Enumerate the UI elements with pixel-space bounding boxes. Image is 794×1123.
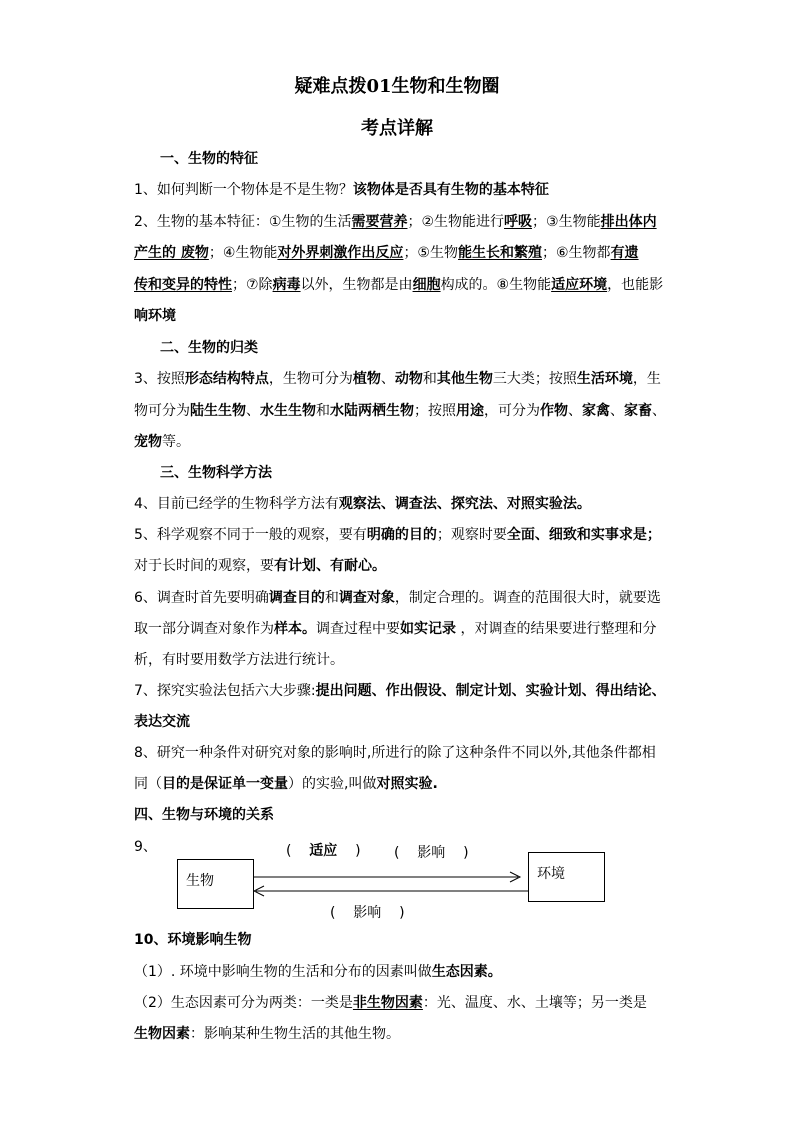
paragraph-2-line-4: 响环境 (134, 308, 176, 324)
label-influence-top: ( 影响 ) (394, 845, 469, 861)
key-term: 非生物因素 (352, 995, 423, 1011)
key-term: 传和变异的特性 (134, 277, 232, 293)
text-run: （2）生态因素可分为两类：一类是 (134, 995, 353, 1011)
text-run: 、 (652, 403, 666, 419)
key-term: 水生生物 (260, 403, 316, 419)
paragraph-10-1 (134, 963, 502, 981)
key-term: 动物 (394, 371, 423, 387)
key-term: 明确的目的 (366, 527, 437, 543)
key-term: 生物因素 (134, 1026, 190, 1042)
key-term: 生态因素。 (431, 964, 502, 980)
paragraph-10-2-line-1 (134, 994, 647, 1012)
text-run: 物可分为 (134, 403, 190, 419)
label-adapt: ( 适应 ) (286, 843, 361, 859)
text-run: （1）. 环境中影响生物的生活和分布的因素叫做 (134, 964, 432, 980)
arrow-to-organism (254, 886, 528, 896)
key-term: 需要营养 (351, 214, 408, 230)
key-term: 调查目的 (268, 590, 325, 606)
text-run: ，生 (632, 371, 661, 387)
key-term: 家禽 (582, 403, 610, 419)
text-run: 1、如何判断一个物体是不是生物？ (134, 182, 353, 198)
text-run: ；④生物能 (208, 245, 278, 261)
document-subtitle: 考点详解 (361, 118, 433, 139)
text-run: ，可分为 (484, 403, 540, 419)
paragraph-7-line-2: 表达交流 (134, 714, 190, 730)
text-run: ，也能影 (607, 277, 664, 293)
organism-label: 生物 (186, 873, 214, 889)
diagram-number: 9、 (134, 839, 157, 855)
key-term: 生活环境 (576, 371, 633, 387)
key-term: 形态结构特点 (184, 371, 269, 387)
key-term: 用途 (456, 403, 484, 419)
key-term: 观察法、调查法、探究法、对照实验法。 (338, 496, 591, 512)
section-heading-environment: 四、生物与环境的关系 (134, 807, 274, 823)
paragraph-10-heading: 10、环境影响生物 (134, 932, 252, 948)
text-run: 取一部分调查对象作为 (134, 621, 274, 637)
key-term: 排出体内 (600, 214, 657, 230)
label-influence-bottom: ( 影响 ) (330, 905, 405, 921)
environment-label: 环境 (537, 866, 565, 882)
text-run: ，对调查的结果要进行整理和分 (456, 621, 657, 637)
text-run: 调查过程中要 (316, 621, 400, 637)
key-term: 目的是保证单一变量 (162, 776, 288, 792)
key-term: 细胞 (412, 277, 441, 293)
key-term: 提出问题、作出假设、制定计划、实验计划、得出结论、 (315, 683, 666, 699)
key-term: 对照实验. (376, 776, 438, 792)
text-run: 同（ (134, 776, 162, 792)
key-term: 如实记录 (400, 621, 456, 637)
key-term: 调查对象 (338, 590, 395, 606)
key-term: 作物 (540, 403, 568, 419)
text-run: ，生物可分为 (268, 371, 353, 387)
text-run: 和 (316, 403, 330, 419)
section-heading-characteristics: 一、生物的特征 (160, 151, 258, 167)
text-run: ：光、温度、水、土壤等；另一类是 (422, 995, 647, 1011)
text-run: 、 (610, 403, 624, 419)
text-run: ；⑤生物 (403, 245, 458, 261)
paragraph-10-2-line-2 (134, 1025, 400, 1043)
key-term: 陆生生物 (190, 403, 246, 419)
key-term: 宠物 (134, 434, 162, 450)
text-run: ；②生物能进行 (407, 214, 505, 230)
text-run: 6、调查时首先要明确 (134, 590, 269, 606)
text-run: 4、目前已经学的生物科学方法有 (134, 496, 339, 512)
key-term: 该物体是否具有生物的基本特征 (352, 182, 549, 198)
section-heading-methods: 三、生物科学方法 (160, 465, 272, 481)
key-term: 病毒 (272, 277, 301, 293)
text-run: 三大类；按照 (492, 371, 577, 387)
text-run: ；⑦除 (232, 277, 273, 293)
text-run: 5、科学观察不同于一般的观察，要有 (134, 527, 367, 543)
key-term: 样本。 (274, 621, 316, 637)
key-term: 家畜 (624, 403, 652, 419)
text-run: ）的实验,叫做 (288, 776, 377, 792)
text-run: 构成的。⑧生物能 (440, 277, 552, 293)
key-term: 对外界刺激作出反应 (277, 245, 404, 261)
key-term: 产生的 废物 (134, 245, 209, 261)
label-influence-bottom-text: 影响 (353, 905, 382, 921)
text-run: 7、探究实验法包括六大步骤: (134, 683, 316, 699)
label-influence-top-text: 影响 (417, 845, 446, 861)
text-run: ，制定合理的。调查的范围很大时，就要选 (394, 590, 661, 606)
text-run: ；按照 (414, 403, 456, 419)
text-run: 对于长时间的观察，要 (134, 558, 274, 574)
text-run: 和 (422, 371, 437, 387)
text-run: ；观察时要 (436, 527, 507, 543)
text-run: 和 (324, 590, 339, 606)
document-title: 疑难点拨01生物和生物圈 (294, 76, 500, 97)
label-adapt-text: 适应 (309, 843, 338, 859)
paragraph-8-line-1: 8、研究一种条件对研究对象的影响时,所进行的除了这种条件不同以外,其他条件都相 (134, 745, 656, 761)
key-term: 其他生物 (436, 371, 493, 387)
key-term: 呼吸 (504, 214, 533, 230)
text-run: 等。 (162, 434, 190, 450)
text-run: ；⑥生物都 (542, 245, 611, 261)
text-run: 以外，生物都是由 (300, 277, 413, 293)
text-run: ；③生物能 (532, 214, 601, 230)
arrow-to-environment (253, 872, 520, 882)
text-run: 、 (380, 371, 395, 387)
key-term: 适应环境 (551, 277, 608, 293)
key-term: 水陆两栖生物 (330, 403, 414, 419)
text-run: 、 (568, 403, 582, 419)
paragraph-6-line-3: 析，有时要用数学方法进行统计。 (134, 652, 344, 668)
key-term: 有遗 (610, 245, 639, 261)
text-run: 、 (246, 403, 260, 419)
key-term: 能生长和繁殖 (458, 245, 542, 261)
text-run: ：影响某种生物生活的其他生物。 (190, 1026, 400, 1042)
key-term: 植物 (352, 371, 381, 387)
key-term: 有计划、有耐心。 (274, 558, 386, 574)
text-run: 2、生物的基本特征：①生物的生活 (134, 214, 352, 230)
key-term: 全面、细致和实事求是； (506, 527, 661, 543)
text-run: 3、按照 (134, 371, 185, 387)
section-heading-classification: 二、生物的归类 (160, 340, 258, 356)
